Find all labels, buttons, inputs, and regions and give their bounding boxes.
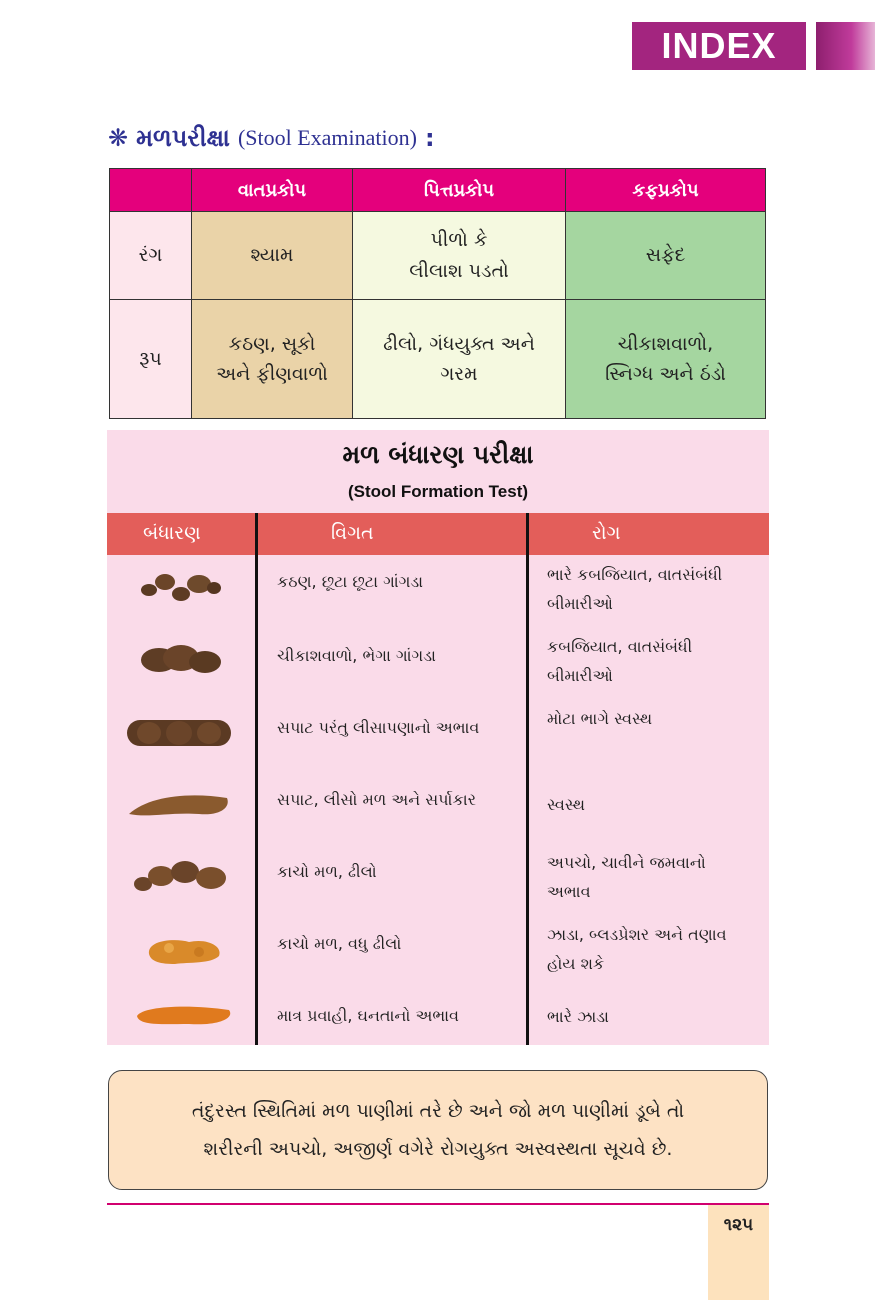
disease-text: [547, 848, 757, 906]
dosha-row-label: [110, 212, 192, 300]
stool-row-1: [107, 558, 769, 630]
dosha-row-form: [110, 300, 766, 419]
detail-text: સપાટ પરંતુ લીસાપણાનો અભાવ: [277, 718, 480, 737]
stool-smooth-snake-image: [119, 774, 239, 834]
stool-liquid-image: [119, 982, 239, 1042]
stool-sticky-lumps-image: [119, 630, 239, 690]
stool-row-2: [107, 630, 769, 702]
cell-text: લીલાશ પડતો: [409, 259, 509, 282]
cell-text: સ્નિગ્ધ અને ઠંડો: [605, 363, 726, 385]
dosha-header-kapha: કફપ્રકોપ: [566, 169, 766, 212]
header-disease: રોગ: [592, 522, 621, 544]
disease-text: [547, 1002, 757, 1031]
disease-line: સ્વસ્થ: [547, 795, 586, 814]
footer-rule: [107, 1203, 769, 1205]
disease-text: [547, 632, 757, 690]
detail-text: સપાટ, લીસો મળ અને સર્પાકાર: [277, 790, 476, 809]
stool-row-3: [107, 702, 769, 774]
disease-line: ઝાડા, બ્લડપ્રેશર અને તણાવ: [547, 925, 727, 944]
disease-line: મોટા ભાગે સ્વસ્થ: [547, 709, 653, 728]
stool-row-7: [107, 982, 769, 1054]
stool-mushy-image: [119, 918, 239, 978]
note-box: [108, 1070, 768, 1190]
dosha-table: [109, 168, 766, 419]
section-heading: [108, 118, 435, 158]
row-label-text: રૂપ: [139, 347, 162, 370]
stool-row-6: [107, 918, 769, 990]
header-structure: બંધારણ: [143, 522, 201, 544]
cell-text: ગરમ: [440, 363, 478, 385]
row-label-text: રંગ: [138, 244, 163, 267]
dosha-header-blank: [110, 169, 192, 212]
note-line: શરીરની અપચો, અજીર્ણ વગેરે રોગયુક્ત અસ્વસ્થતા સૂચવે છે.: [203, 1138, 673, 1160]
disease-line: ભારે ઝાડા: [547, 1007, 609, 1026]
stool-soft-blobs-image: [119, 846, 239, 906]
dosha-cell-kapha: [566, 300, 766, 419]
disease-line: હોય શકે: [547, 954, 605, 973]
stool-cracked-sausage-image: [119, 702, 239, 762]
detail-text: કાચો મળ, ઢીલો: [277, 862, 377, 881]
cell-text: કઠણ, સૂકો: [228, 332, 316, 355]
panel-title: મળ બંધારણ પરીક્ષા: [342, 440, 534, 469]
dosha-cell-pitta: [353, 212, 566, 300]
disease-line: ભારે કબજિયાત, વાતસંબંધી: [547, 565, 723, 584]
dosha-header-vata: વાતપ્રકોપ: [192, 169, 353, 212]
page-number: ૧૨૫: [708, 1205, 769, 1300]
stool-row-4: [107, 774, 769, 846]
stool-hard-lumps-image: [119, 558, 239, 618]
disease-line: અભાવ: [547, 882, 591, 901]
stool-row-5: [107, 846, 769, 918]
dosha-row-label: [110, 300, 192, 419]
disease-line: બીમારીઓ: [547, 594, 613, 613]
disease-text: [547, 704, 757, 733]
dosha-cell-vata: [192, 212, 353, 300]
cell-text: અને ફીણવાળો: [216, 363, 328, 385]
detail-text: કઠણ, છૂટા છૂટા ગાંગડા: [277, 572, 424, 591]
panel-subtitle: (Stool Formation Test): [347, 482, 529, 501]
header-detail: વિગત: [331, 522, 374, 544]
disease-text: [547, 790, 757, 819]
flower-bullet-icon: ❋: [108, 124, 129, 152]
disease-line: બીમારીઓ: [547, 666, 613, 685]
disease-text: [547, 560, 757, 618]
cell-text: સફેદ: [645, 244, 686, 267]
index-tab-decoration: [816, 22, 875, 70]
cell-text: શ્યામ: [250, 244, 294, 267]
cell-text: ઢીલો, ગંધયુક્ત અને: [383, 332, 535, 355]
note-line: તંદુરસ્ત સ્થિતિમાં મળ પાણીમાં તરે છે અને જો મળ પાણીમાં ડૂબે તો: [191, 1100, 685, 1122]
heading-colon: :: [424, 124, 435, 152]
heading-title-gujarati: મળપરીક્ષા: [136, 124, 230, 152]
heading-title-english: (Stool Examination): [237, 125, 417, 150]
dosha-table-header: [110, 169, 766, 212]
detail-text: માત્ર પ્રવાહી, ઘનતાનો અભાવ: [277, 1006, 460, 1025]
cell-text: પીળો કે: [430, 229, 488, 252]
disease-text: [547, 920, 757, 978]
dosha-cell-pitta: [353, 300, 566, 419]
stool-formation-panel: [107, 430, 769, 1045]
disease-line: કબજિયાત, વાતસંબંધી: [547, 637, 693, 656]
index-button[interactable]: INDEX: [632, 22, 806, 70]
detail-text: ચીકાશવાળો, ભેગા ગાંગડા: [277, 646, 436, 665]
panel-header-row: [107, 513, 769, 555]
disease-line: અપચો, ચાવીને જમવાનો: [547, 853, 706, 872]
dosha-header-pitta: પિત્તપ્રકોપ: [353, 169, 566, 212]
cell-text: ચીકાશવાળો,: [617, 332, 714, 355]
detail-text: કાચો મળ, વધુ ઢીલો: [277, 934, 402, 953]
dosha-cell-vata: [192, 300, 353, 419]
dosha-row-color: [110, 212, 766, 300]
dosha-cell-kapha: [566, 212, 766, 300]
